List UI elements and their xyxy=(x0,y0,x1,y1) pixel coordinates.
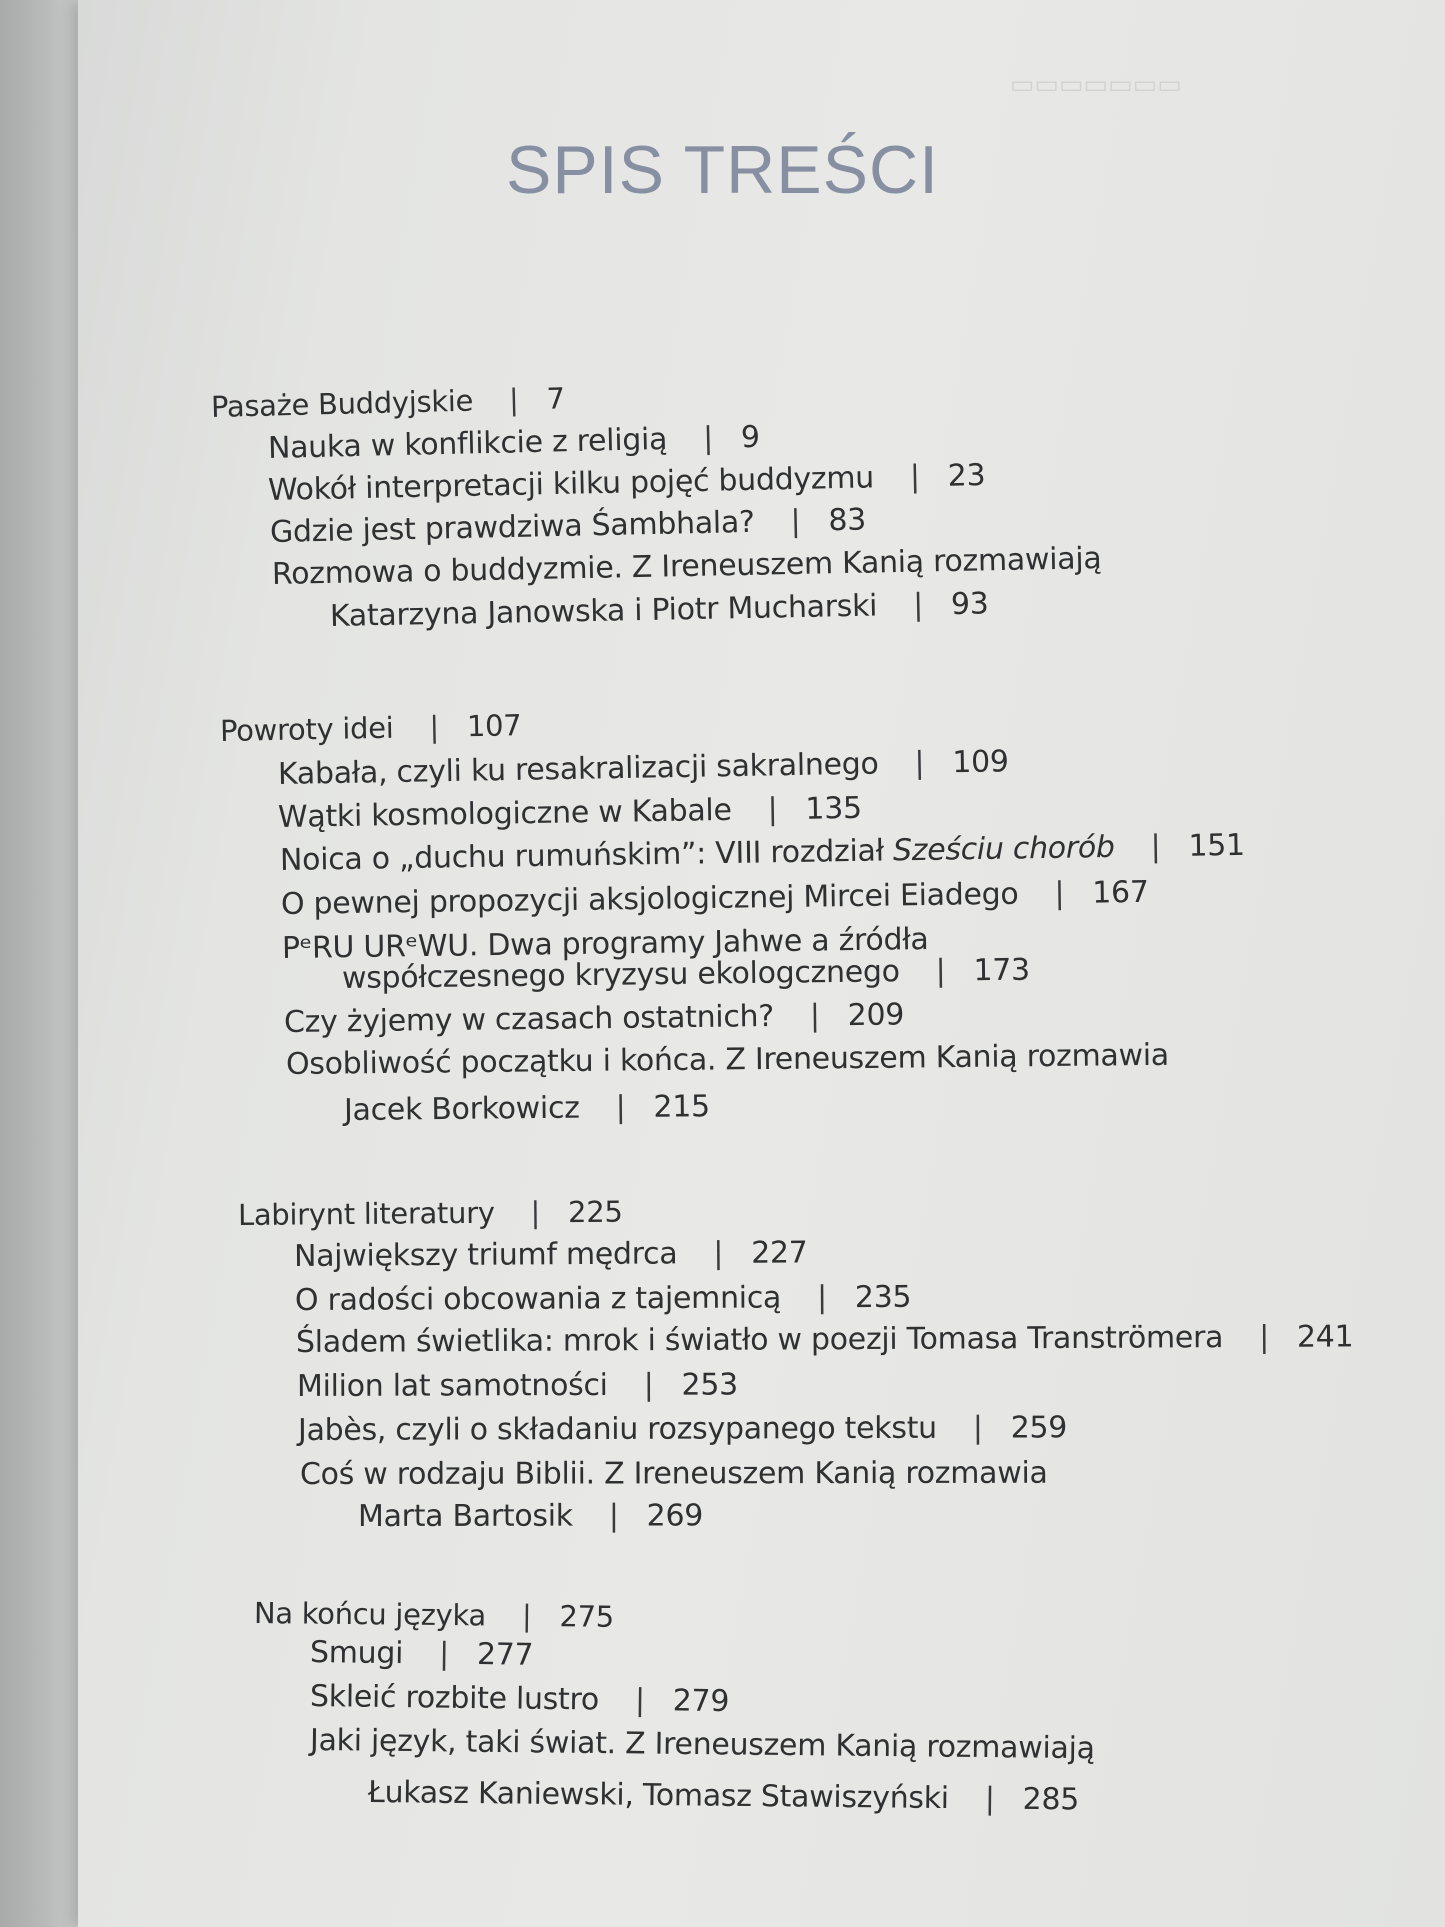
page-number: 23 xyxy=(947,457,986,494)
page-number: 259 xyxy=(1010,1410,1068,1446)
entry-title: Nauka w konflikcie z religią xyxy=(267,421,668,466)
entry-title: Noica o „duchu rumuńskim”: VIII rozdział xyxy=(279,833,885,878)
page-number: 225 xyxy=(567,1194,623,1230)
separator: | xyxy=(615,1090,626,1126)
entry-title-continued: współczesnego kryzysu ekologcznego xyxy=(341,954,900,996)
page-number: 235 xyxy=(854,1279,912,1316)
page-number: 83 xyxy=(828,502,867,539)
separator: | xyxy=(608,1498,619,1534)
page-number: 7 xyxy=(546,381,566,416)
page-number: 109 xyxy=(951,744,1009,781)
page-number: 253 xyxy=(681,1367,738,1403)
entry-title-continued: Łukasz Kaniewski, Tomasz Stawiszyński xyxy=(367,1775,950,1817)
toc-entry xyxy=(297,1366,738,1406)
toc-entry xyxy=(270,502,867,552)
entry-title: O radości obcowania z tajemnicą xyxy=(294,1280,782,1318)
separator: | xyxy=(914,745,925,781)
page-number: 215 xyxy=(653,1089,710,1125)
toc-entry xyxy=(300,1455,1048,1494)
toc-entry-continuation xyxy=(358,1497,703,1536)
separator: | xyxy=(972,1410,983,1446)
toc-entry xyxy=(281,874,1149,924)
separator: | xyxy=(429,709,440,744)
entry-title: Czy żyjemy w czasach ostatnich? xyxy=(283,999,775,1040)
toc-part-heading xyxy=(254,1594,614,1636)
entry-title: Rozmowa o buddyzmie. Z Ireneuszem Kanią rozmawiają xyxy=(271,541,1102,592)
separator: | xyxy=(634,1682,645,1719)
entry-title: Smugi xyxy=(309,1635,404,1672)
entry-title: Śladem świetlika: mrok i światło w poezji Tomasa Tranströmera xyxy=(295,1320,1224,1360)
page-number: 269 xyxy=(646,1498,704,1534)
entry-title: PᵉRU URᵉWU. Dwa programy Jahwe a źródła xyxy=(281,921,929,966)
toc-entry-continuation xyxy=(342,952,1030,998)
toc-part-heading xyxy=(211,379,566,426)
separator: | xyxy=(935,953,946,989)
separator: | xyxy=(1054,876,1065,912)
entry-title: Największy triumf mędrca xyxy=(293,1236,678,1274)
entry-title-continued: Marta Bartosik xyxy=(357,1498,573,1534)
page-number: 135 xyxy=(805,790,863,827)
part-title: Labirynt literatury xyxy=(237,1195,495,1232)
page-number: 167 xyxy=(1091,874,1149,911)
entry-title: Jaki język, taki świat. Z Ireneuszem Kanią rozmawiają xyxy=(309,1723,1095,1767)
show-through-text: ▭▭▭▭▭▭▭ xyxy=(1010,70,1182,100)
toc-entry xyxy=(298,1409,1067,1450)
page-number: 241 xyxy=(1296,1319,1354,1355)
toc-part-heading xyxy=(220,706,522,750)
separator: | xyxy=(713,1236,724,1272)
toc-entry xyxy=(286,1037,1169,1084)
entry-title: Skleić rozbite lustro xyxy=(309,1679,600,1718)
page-number: 151 xyxy=(1188,827,1246,864)
part-title: Powroty idei xyxy=(219,710,394,748)
separator: | xyxy=(508,382,519,417)
part-title: Pasaże Buddyjskie xyxy=(210,383,474,424)
entry-title: O pewnej propozycji aksjologicznej Mircei Eiadego xyxy=(280,876,1019,922)
separator: | xyxy=(809,998,820,1034)
part-title: Na końcu języka xyxy=(253,1596,487,1633)
page-number: 285 xyxy=(1022,1781,1080,1818)
toc-entry xyxy=(284,996,905,1042)
page-number: 209 xyxy=(847,997,905,1034)
toc-entry xyxy=(294,1234,808,1276)
separator: | xyxy=(984,1781,995,1817)
entry-title: Osobliwość początku i końca. Z Ireneuszem Kanią rozmawia xyxy=(285,1037,1170,1082)
toc-entry-continuation xyxy=(344,1088,710,1130)
entry-title-italic: Sześciu chorób xyxy=(892,829,1115,869)
separator: | xyxy=(530,1195,541,1230)
separator: | xyxy=(702,420,714,457)
separator: | xyxy=(909,459,921,495)
separator: | xyxy=(438,1636,450,1672)
entry-title: Milion lat samotności xyxy=(296,1367,608,1404)
page-number: 173 xyxy=(973,952,1031,989)
toc-entry xyxy=(280,827,1245,880)
toc-entry xyxy=(310,1634,534,1675)
toc-entry xyxy=(295,1279,911,1320)
page-number: 9 xyxy=(740,419,761,456)
toc-entry xyxy=(268,419,761,468)
entry-title-continued: Katarzyna Janowska i Piotr Mucharski xyxy=(329,588,878,634)
entry-title: Jabès, czyli o składaniu rozsypanego tekstu xyxy=(297,1410,937,1448)
toc-part-heading xyxy=(238,1193,623,1234)
separator: | xyxy=(790,503,801,540)
page-number: 279 xyxy=(672,1683,730,1720)
page-number: 107 xyxy=(466,708,522,744)
toc-entry xyxy=(296,1318,1354,1362)
separator: | xyxy=(912,587,924,623)
entry-title-continued: Jacek Borkowicz xyxy=(343,1090,580,1128)
separator: | xyxy=(521,1598,532,1633)
entry-title: Coś w rodzaju Biblii. Z Ireneuszem Kanią rozmawia xyxy=(299,1455,1048,1492)
toc-entry xyxy=(278,743,1009,794)
entry-title: Wokół interpretacji kilku pojęć buddyzmu xyxy=(267,460,875,508)
toc-entry-continuation xyxy=(330,585,989,636)
page-title: SPIS TREŚCI xyxy=(506,131,939,208)
page-number: 227 xyxy=(751,1235,808,1271)
toc-entry xyxy=(310,1722,1095,1768)
page-number: 93 xyxy=(950,586,989,623)
page-number: 275 xyxy=(559,1599,615,1634)
toc-entry xyxy=(278,790,862,837)
entry-title: Kabała, czyli ku resakralizacji sakralnego xyxy=(277,746,879,792)
separator: | xyxy=(643,1367,654,1403)
separator: | xyxy=(1259,1319,1270,1355)
separator: | xyxy=(767,792,778,828)
toc-entry-continuation xyxy=(368,1774,1079,1819)
separator: | xyxy=(1150,829,1161,865)
toc-entry xyxy=(310,1678,730,1721)
entry-title: Gdzie jest prawdziwa Śambhala? xyxy=(269,504,755,550)
page-number: 277 xyxy=(476,1637,534,1673)
separator: | xyxy=(816,1280,827,1316)
entry-title: Wątki kosmologiczne w Kabale xyxy=(277,792,732,835)
